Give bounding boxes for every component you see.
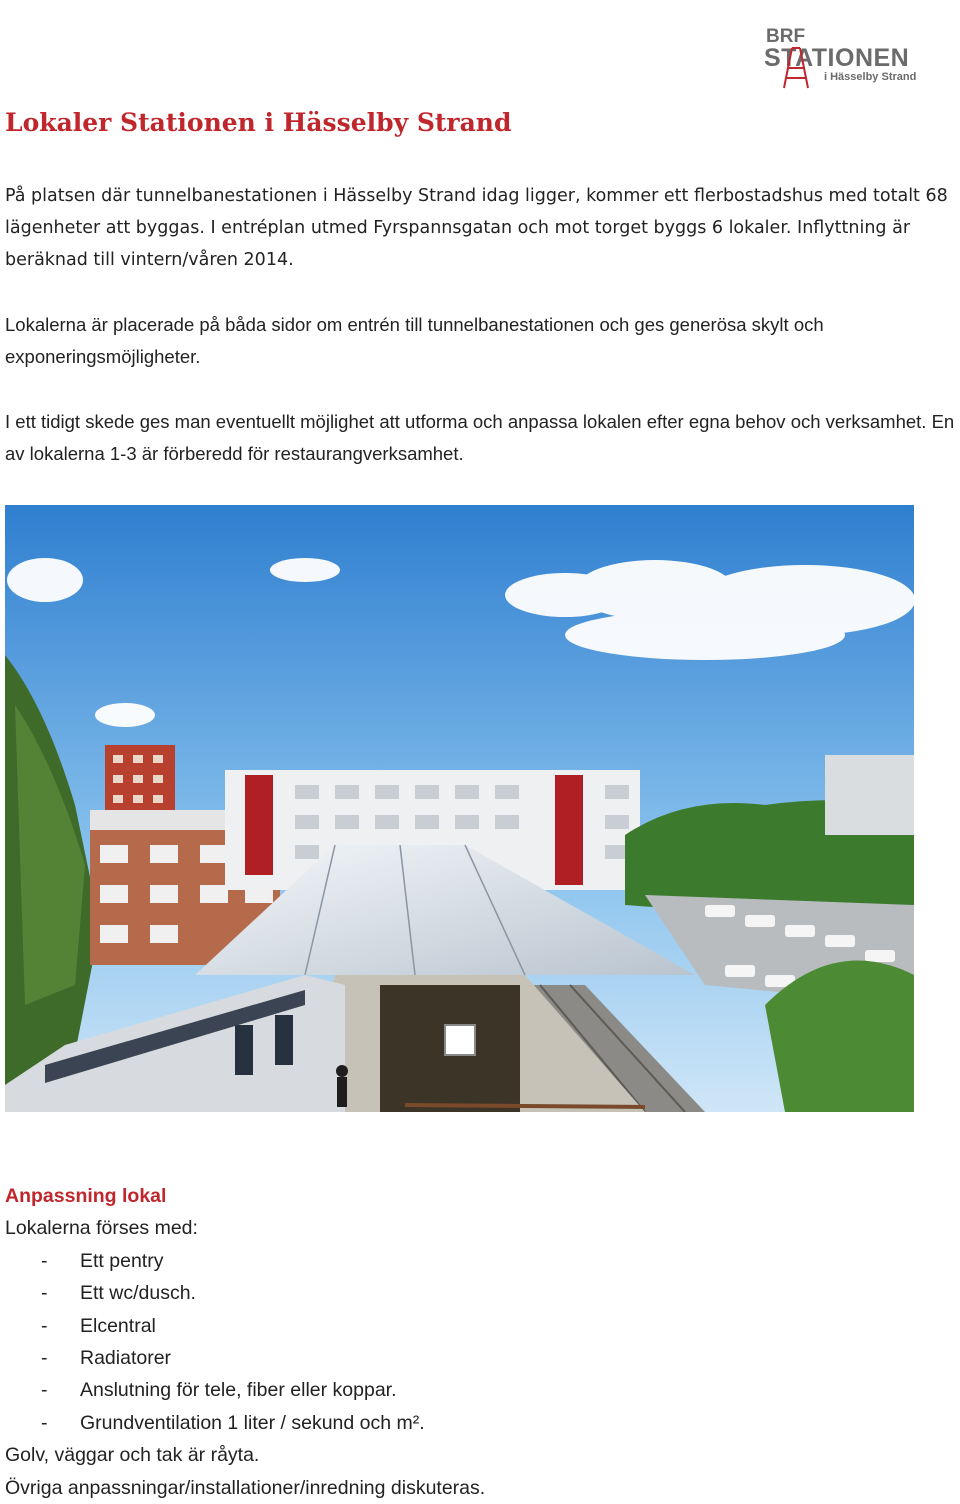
section-outro-other: Övriga anpassningar/installationer/inredning diskuteras. xyxy=(5,1476,486,1499)
list-item xyxy=(5,1374,945,1406)
list-item-text: Anslutning för tele, fiber eller koppar. xyxy=(80,1379,397,1402)
paragraph-customization: I ett tidigt skede ges man eventuellt möjlighet att utforma och anpassa lokalen efter egna behov och verksamhet. En av lokalerna 1-3 är förberedd för restaurangverksamhet. xyxy=(5,411,955,464)
section-intro: Lokalerna förses med: xyxy=(5,1217,198,1240)
list-item-text: Elcentral xyxy=(80,1314,156,1337)
logo-name: STATIONEN xyxy=(764,44,910,72)
paragraph-intro: På platsen där tunnelbanestationen i Hässelby Strand idag ligger, kommer ett flerbostadshus med totalt 68 lägenheter att byggas. I entréplan utmed Fyrspannsgatan och mot torget byggs 6 lokaler. Inflyttning är beräknad till vintern/våren 2014. xyxy=(5,186,948,270)
section-heading: Anpassning lokal xyxy=(5,1185,167,1207)
list-item-text: Ett wc/dusch. xyxy=(80,1282,196,1305)
list-item-text: Radiatorer xyxy=(80,1347,172,1370)
list-item xyxy=(5,1245,945,1277)
list-item xyxy=(5,1407,945,1439)
list-bullet: - xyxy=(41,1411,48,1434)
list-bullet: - xyxy=(41,1379,48,1402)
station-photo xyxy=(5,505,914,1112)
brf-stationen-logo xyxy=(762,22,922,92)
section-outro-surfaces: Golv, väggar och tak är råyta. xyxy=(5,1444,260,1467)
list-item xyxy=(5,1277,945,1309)
logo-tagline: i Hässelby Strand xyxy=(824,71,917,83)
list-item xyxy=(5,1310,945,1342)
list-bullet: - xyxy=(41,1282,48,1305)
list-item xyxy=(5,1342,945,1374)
logo-graphic xyxy=(762,22,922,92)
list-bullet: - xyxy=(41,1347,48,1370)
feature-list xyxy=(5,1245,945,1439)
list-bullet: - xyxy=(41,1314,48,1337)
person xyxy=(337,1077,347,1107)
list-item-text: Grundventilation 1 liter / sekund och m². xyxy=(80,1411,425,1434)
station-illustration xyxy=(5,505,914,1112)
list-bullet: - xyxy=(41,1249,48,1272)
logo-top-text: BRF xyxy=(766,26,806,47)
paragraph-placement: Lokalerna är placerade på båda sidor om entrén till tunnelbanestationen och ges generösa skylt och exponeringsmöjligheter. xyxy=(5,314,824,367)
adaptation-section xyxy=(5,1180,945,1504)
page-title: Lokaler Stationen i Hässelby Strand xyxy=(5,108,512,137)
list-item-text: Ett pentry xyxy=(80,1249,164,1272)
